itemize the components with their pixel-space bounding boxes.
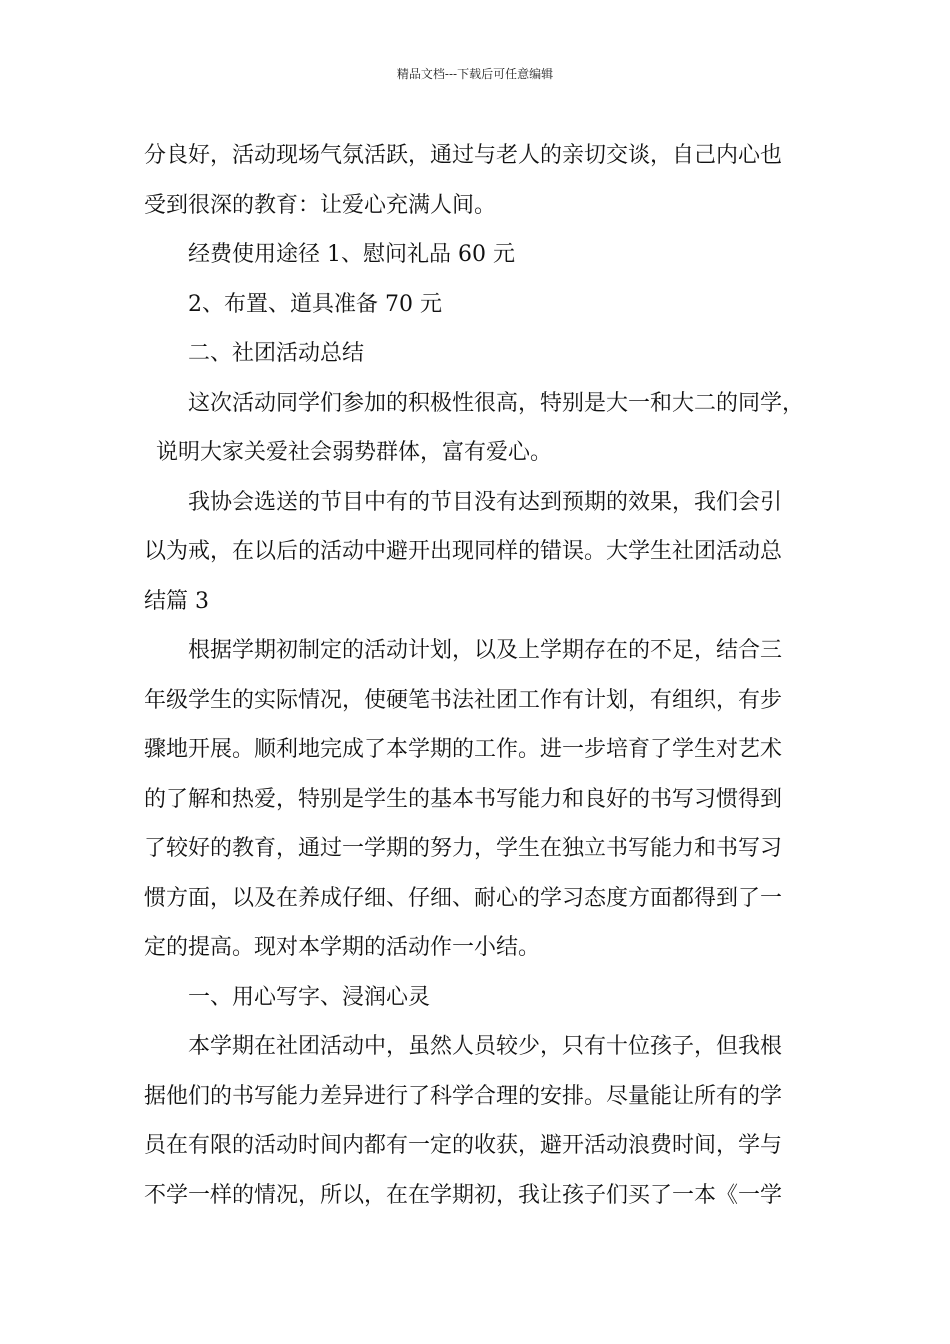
text-line: 年级学生的实际情况，使硬笔书法社团工作有计划，有组织，有步 (144, 687, 783, 713)
text-line: 我协会选送的节目中有的节目没有达到预期的效果，我们会引 (188, 489, 783, 515)
text-line: 结篇 3 (144, 588, 209, 614)
text-line: 据他们的书写能力差异进行了科学合理的安排。尽量能让所有的学 (144, 1083, 783, 1109)
text-line: 了较好的教育，通过一学期的努力，学生在独立书写能力和书写习 (144, 836, 783, 861)
section-heading: 二、社团活动总结 (188, 341, 365, 366)
text-line: 惯方面，以及在养成仔细、仔细、耐心的学习态度方面都得到了一 (144, 885, 783, 911)
document-body (144, 131, 814, 1220)
text-line: 员在有限的活动时间内都有一定的收获，避开活动浪费时间，学与 (144, 1133, 783, 1158)
text-line: 定的提高。现对本学期的活动作一小结。 (144, 935, 541, 960)
page-header: 精品文档---下载后可任意编辑 (396, 67, 554, 81)
text-line: 不学一样的情况，所以，在在学期初，我让孩子们买了一本《一学 (144, 1182, 783, 1208)
text-line: 经费使用途径 1、慰问礼品 60 元 (188, 242, 515, 267)
text-line: 说明大家关爱社会弱势群体，富有爱心。 (156, 440, 553, 465)
text-line: 分良好，活动现场气氛活跃，通过与老人的亲切交谈，自己内心也 (144, 143, 783, 168)
text-line: 这次活动同学们参加的积极性很高，特别是大一和大二的同学， (188, 390, 805, 416)
section-heading: 一、用心写字、浸润心灵 (188, 984, 431, 1010)
text-line: 受到很深的教育：让爱心充满人间。 (144, 192, 497, 218)
text-line: 骤地开展。顺利地完成了本学期的工作。进一步培育了学生对艺术 (144, 737, 783, 762)
text-line: 的了解和热爱，特别是学生的基本书写能力和良好的书写习惯得到 (144, 786, 783, 812)
text-line: 2、布置、道具准备 70 元 (188, 291, 442, 317)
text-line: 本学期在社团活动中，虽然人员较少，只有十位孩子，但我根 (188, 1034, 783, 1059)
text-line: 根据学期初制定的活动计划，以及上学期存在的不足，结合三 (188, 638, 783, 663)
text-line: 以为戒，在以后的活动中避开出现同样的错误。大学生社团活动总 (144, 539, 783, 564)
